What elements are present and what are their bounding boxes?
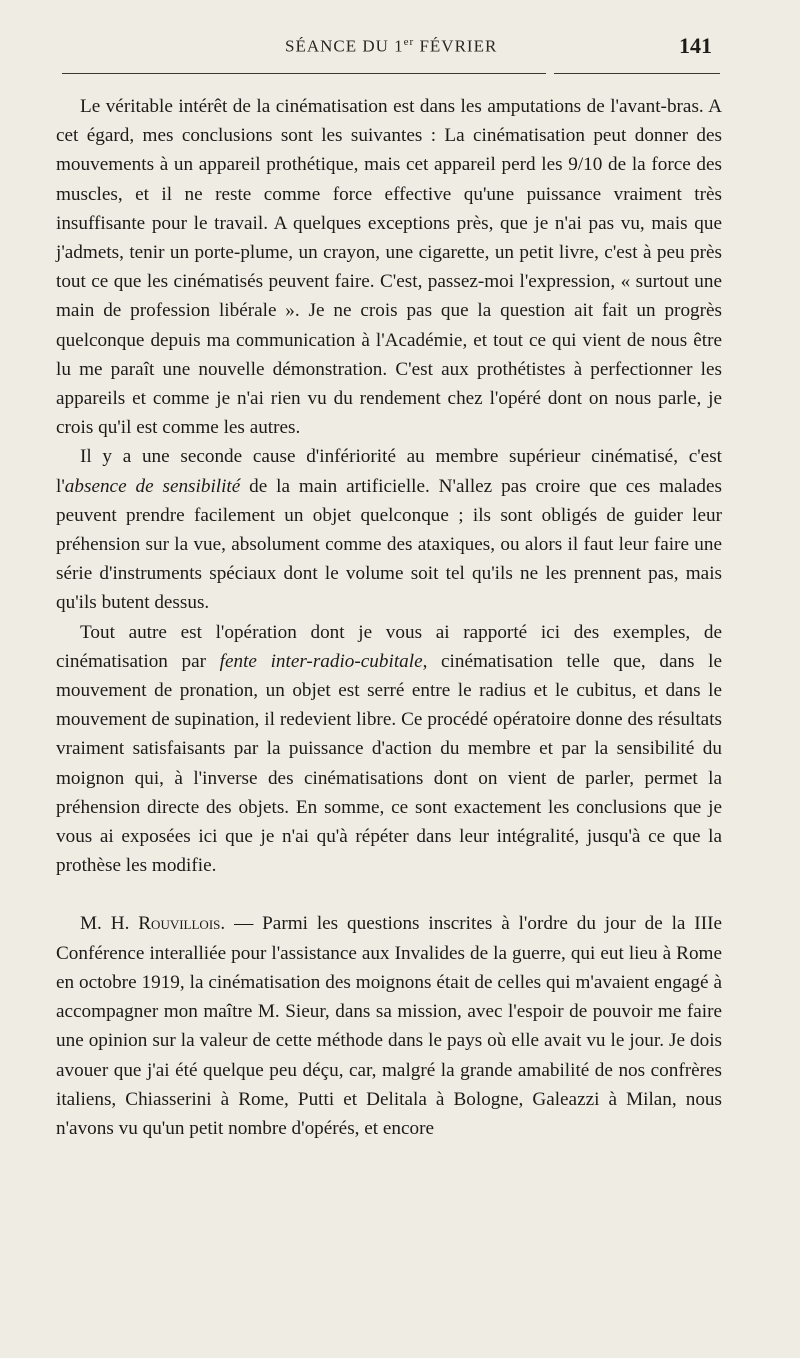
- p3-text-b: , cinématisation telle que, dans le mouvement de pronation, un objet est serré entre le radius et le cubitus, et dans le mouvement de supination, il redevient libre. Ce procédé opératoire donne des résultats vraiment satisfaisants par la puissance d'action du membre et par la sensibilité du moignon qui, à l'inverse des cinématisations dont on vient de parler, permet la préhension directe des objets. En somme, ce sont exactement les conclusions que je vous ai exposées ici que je n'ai qu'à répéter dans leur intégralité, jusqu'à ce que la prothèse les modifie.: [56, 650, 722, 877]
- p4-text: — Parmi les questions inscrites à l'ordre du jour de la IIIe Conférence interalliée pour l'assistance aux Invalides de la guerre, qui eut lieu à Rome en octobre 1919, la cinématisation des moignons était de celles qui m'avaient engagé à accompagner mon maître M. Sieur, dans sa mission, avec l'espoir de pouvoir me faire une opinion sur la valeur de cette méthode dans le pays où elle avait vu le jour. Je dois avouer que j'ai été quelque peu déçu, car, malgré la grande amabilité de nos confrères italiens, Chiasserini à Rome, Putti et Delitala à Bologne, Galeazzi à Milan, nous n'avons vu qu'un petit nombre d'opérés, et encore: [56, 913, 722, 1139]
- speaker-name: M. H. Rouvillois.: [80, 913, 226, 935]
- p2-text-a: Il y a une seconde cause d'infériorité au membre supérieur cinématisé, c'est l': [56, 446, 722, 497]
- paragraph-1: Le véritable intérêt de la cinématisation est dans les amputations de l'avant-bras. A cet égard, mes conclusions sont les suivantes : La cinématisation peut donner des mouvements à un appareil prothétique, mais cet appareil perd les 9/10 de la force des muscles, et il ne reste comme force effective qu'une puissance vraiment très insuffisante pour le travail. A quelques exceptions près, que je n'ai pas vu, mais que j'admets, tenir un porte-plume, un crayon, une cigarette, un petit livre, c'est à peu près tout ce que les cinématisés peuvent faire. C'est, passez-moi l'expression, « surtout une main de profession libérale ». Je ne crois pas que la question ait fait un progrès quelconque depuis ma communication à l'Académie, et tout ce qui vient de nous être lu me paraît une nouvelle démonstration. C'est aux prothétistes à perfectionner les appareils et comme je n'ai rien vu du rendement chez l'opéré dont on nous parle, je crois qu'il est comme les autres.: [56, 96, 722, 439]
- header-rule-right: [554, 73, 720, 74]
- title-post: FÉVRIER: [414, 36, 498, 56]
- paragraph-2: [56, 442, 722, 617]
- header-rule-left: [62, 73, 546, 74]
- running-header: [0, 34, 800, 64]
- p3-text-a: Tout autre est l'opération dont je vous ai rapporté ici des exemples, de cinématisation par: [56, 621, 722, 672]
- p2-text-b: de la main artificielle. N'allez pas croire que ces malades peuvent prendre facilement un objet quelconque ; ils sont obligés de guider leur préhension sur la vue, absolument comme des ataxiques, ou alors il faut leur faire une série d'instruments spéciaux dont le volume soit tel qu'ils ne les prennent pas, mais qu'ils butent dessus.: [56, 475, 723, 614]
- paragraph-3: [56, 618, 722, 881]
- p2-emphasis: absence de sensibilité: [64, 475, 241, 497]
- page-number: 141: [679, 33, 712, 58]
- title-sup: er: [403, 36, 415, 48]
- running-title: [285, 36, 497, 57]
- title-pre: SÉANCE DU 1: [285, 36, 404, 56]
- paragraph-4: [56, 909, 722, 1143]
- p3-emphasis: fente inter-radio-cubitale: [219, 650, 423, 672]
- body-text: [56, 92, 722, 1143]
